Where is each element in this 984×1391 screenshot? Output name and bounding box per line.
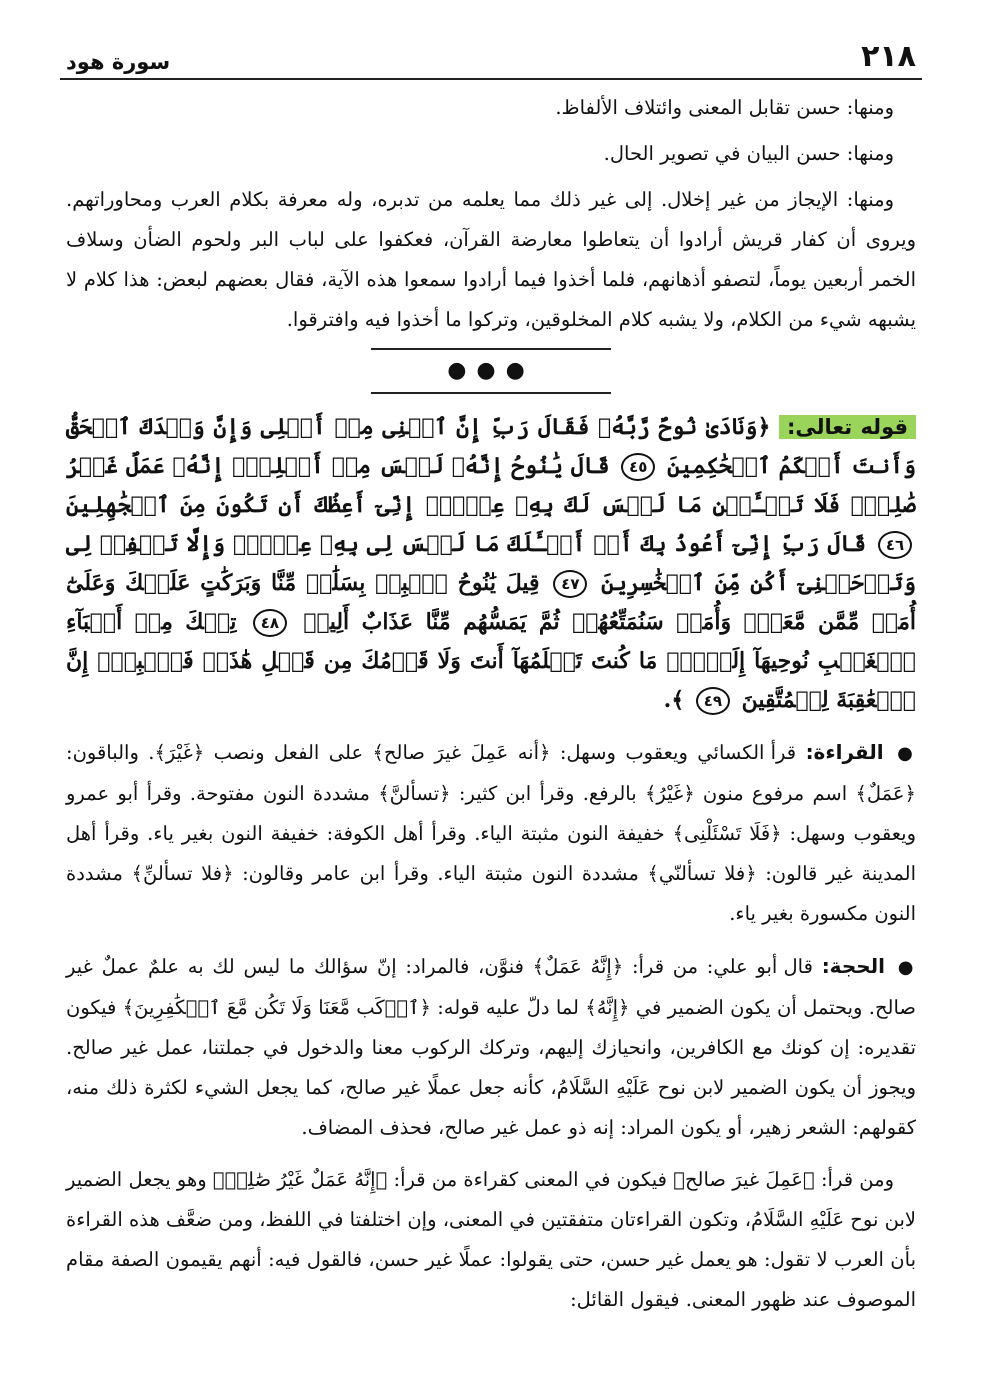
verse-close-bracket: ﴾. bbox=[663, 687, 685, 713]
qiraa-label: القراءة: bbox=[805, 740, 884, 764]
intro-paragraph-3: ومنها: الإيجاز من غير إخلال. إلى غير ذلك مما يعلمه من تدبره، وله معرفة بكلام العرب ومحاوراتهم. ويروى أن كفار قريش أرادوا أن يتعاطوا معارضة القرآن، فعكفوا على لباب البر ولحوم الضأن وسلاف الخمر أربعين يوماً، لتصفو أذهانهم، فلما أخذوا فيما أرادوا سمعوا هذه الآية، فقال بعضهم لبعض: هذا كلام لا يشبهه شيء من الكلام، ولا يشبه كلام المخلوقين، وتركوا ما أخذوا فيه وافترقوا. bbox=[66, 188, 916, 331]
verse-text-45: ﴿وَنَادَىٰ نُوحٌ رَّبَّهُۥ فَقَالَ رَبِّ إِنَّ ٱبۡنِى مِنۡ أَهۡلِى وَإِنَّ وَعۡدَكَ ٱلۡحَقُّ وَأَنتَ أَحۡكَمُ ٱلۡحَٰكِمِينَ bbox=[66, 414, 916, 479]
page bbox=[60, 30, 922, 1360]
intro-section bbox=[60, 88, 922, 340]
hujja-section bbox=[66, 946, 916, 1148]
ayah-marker-49: ٤٩ bbox=[696, 687, 730, 715]
last-paragraph: ومن قرأ: ﴿عَمِلَ غيرَ صالح﴾ فيكون في المعنى كقراءة من قرأ: ﴿إِنَّهُ عَمَلٌ غَيْرُ صَٰلِحٖ﴾ وهو يجعل الضمير لابن نوح عَلَيْهِ السَّلَامُ، وتكون القراءتان متفقتين في المعنى، وإن اختلفتا في اللفظ، ومن ضعَّف هذه القراءة بأن العرب لا تقول: هو يعمل غير حسن، حتى يقولوا: عملًا غير حسن، فالقول فيه: أنهم يقيمون الصفة مقام الموصوف عند ظهور المعنى. فيقول القائل: bbox=[66, 1168, 916, 1311]
ayah-marker-47: ٤٧ bbox=[553, 570, 587, 598]
verse-text-46: قَالَ يَٰنُوحُ إِنَّهُۥ لَيۡسَ مِنۡ أَهۡلِكَۖ إِنَّهُۥ عَمَلٌ غَيۡرُ صَٰلِحٖۖ فَلَا تَسۡـَٔلۡنِ مَا لَيۡسَ لَكَ بِهِۦ عِلۡمٌۖ إِنِّىٓ أَعِظُكَ أَن تَكُونَ مِنَ ٱلۡجَٰهِلِينَ bbox=[66, 453, 916, 518]
hujja-text: قال أبو علي: من قرأ: ﴿إِنَّهُ عَمَلٌ﴾ فنوَّن، فالمراد: إنّ سؤالك ما ليس لك به علمٌ عملٌ غير صالح. ويحتمل أن يكون الضمير في ﴿إِنَّهُ﴾ لما دلّ عليه قوله: ﴿ٱرۡكَب مَّعَنَا وَلَا تَكُن مَّعَ ٱلۡكَٰفِرِينَ﴾ فيكون تقديره: إن كونك مع الكافرين، وانحيازك إليهم، وتركك الركوب معنا والدخول في جملتنا، عمل غير صالح. ويجوز أن يكون الضمير لابن نوح عَلَيْهِ السَّلَامُ، كأنه جعل عملًا غير صالح، كما يجعل الشيء لكثرة ذلك منه، كقولهم: الشعر زهير، أو يكون المراد: إنه ذو عمل غير صالح، فحذف المضاف. bbox=[66, 955, 916, 1139]
quran-verses bbox=[66, 408, 916, 720]
page-header bbox=[60, 30, 922, 80]
divider-line-bottom bbox=[371, 392, 611, 394]
intro-line-1: ومنها: حسن تقابل المعنى وائتلاف الألفاظ. bbox=[555, 96, 894, 119]
bullet-icon: ● bbox=[897, 957, 916, 978]
page-number: ٢١٨ bbox=[861, 39, 916, 74]
ayah-marker-48: ٤٨ bbox=[253, 609, 287, 637]
surah-name: سورة هود bbox=[66, 50, 171, 74]
ayah-marker-46: ٤٦ bbox=[878, 531, 912, 559]
intro-line-2: ومنها: حسن البيان في تصوير الحال. bbox=[603, 142, 894, 165]
divider-dots: ●●● bbox=[447, 358, 535, 383]
section-divider bbox=[60, 348, 922, 394]
qiraa-section bbox=[66, 732, 916, 934]
hujja-label: الحجة: bbox=[821, 954, 886, 978]
verse-text-49: تِلۡكَ مِنۡ أَنۢبَآءِ ٱلۡغَيۡبِ نُوحِيهَآ إِلَيۡكَۖ مَا كُنتَ تَعۡلَمُهَآ أَنتَ وَلَا قَوۡمُكَ مِن قَبۡلِ هَٰذَاۖ فَٱصۡبِرۡۖ إِنَّ ٱلۡعَٰقِبَةَ لِلۡمُتَّقِينَ bbox=[66, 609, 916, 713]
verse-text-48: قِيلَ يَٰنُوحُ ٱهۡبِطۡ بِسَلَٰمٖ مِّنَّا وَبَرَكَٰتٍ عَلَيۡكَ وَعَلَىٰٓ أُمَمٖ مِّمَّن مَّعَكَۚ وَأُمَمٞ سَنُمَتِّعُهُمۡ ثُمَّ يَمَسُّهُم مِّنَّا عَذَابٌ أَلِيمٞ bbox=[66, 570, 916, 635]
divider-line-top bbox=[371, 348, 611, 350]
verse-text-47: قَالَ رَبِّ إِنِّىٓ أَعُوذُ بِكَ أَنۡ أَسۡـَٔلَكَ مَا لَيۡسَ لِى بِهِۦ عِلۡمٞۖ وَإِلَّا تَغۡفِرۡ لِى وَتَرۡحَمۡنِىٓ أَكُن مِّنَ ٱلۡخَٰسِرِينَ bbox=[66, 531, 916, 596]
ayah-marker-45: ٤٥ bbox=[621, 453, 655, 481]
verse-intro-label: قوله تعالى: bbox=[779, 415, 916, 439]
bullet-icon: ● bbox=[897, 743, 916, 764]
qiraa-text: قرأ الكسائي ويعقوب وسهل: ﴿أنه عَمِلَ غيرَ صالح﴾ على الفعل ونصب ﴿غَيْرَ﴾. والباقون: ﴿عَمَلٌ﴾ اسم مرفوع منون ﴿غَيْرُ﴾ بالرفع. وقرأ ابن كثير: ﴿تسألنَّ﴾ مشددة النون مفتوحة. وقرأ أبو عمرو ويعقوب وسهل: ﴿فَلَا تَسْئَلْنِى﴾ خفيفة النون مثبتة الياء. وقرأ أهل الكوفة: خفيفة النون بغير ياء. وقرأ أهل المدينة غير قالون: ﴿فلا تسألنّي﴾ مشددة النون مثبتة الياء. وقرأ ابن عامر وقالون: ﴿فلا تسألنِّ﴾ مشددة النون مكسورة بغير ياء. bbox=[66, 741, 916, 925]
